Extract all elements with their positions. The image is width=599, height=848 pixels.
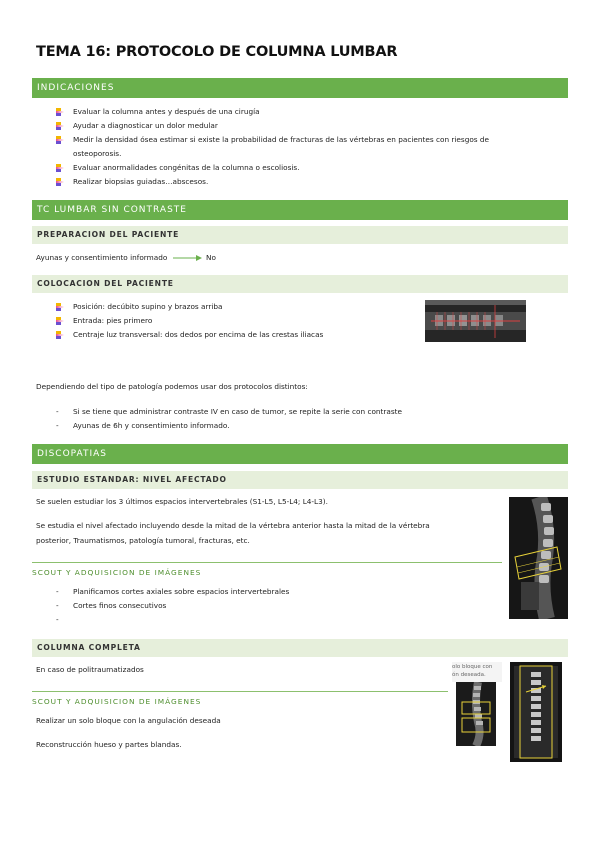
spine-full-right-graphic — [510, 662, 562, 762]
list-item: Ayudar a diagnosticar un dolor medular — [56, 119, 489, 133]
protocolos-list — [56, 405, 402, 433]
list-item: - Ayunas de 6h y consentimiento informado. — [56, 419, 402, 433]
discopatias-p2-line1: Se estudia el nivel afectado incluyendo desde la mitad de la vértebra anterior hasta la mitad de la vértebra — [36, 521, 430, 530]
list-item-continuation: osteoporosis. — [73, 149, 122, 158]
section-header-discopatias: DISCOPATIAS — [32, 444, 568, 464]
subheader-preparacion: PREPARACION DEL PACIENTE — [32, 226, 568, 244]
list-item: Entrada: pies primero — [56, 314, 323, 328]
list-item: - Planificamos cortes axiales sobre espacios intervertebrales — [56, 585, 289, 599]
scout-image-lumbar-graphic — [425, 300, 526, 342]
section-header-indicaciones: INDICACIONES — [32, 78, 568, 98]
section-header-tc: TC LUMBAR SIN CONTRASTE — [32, 200, 568, 220]
list-item: Realizar biopsias guiadas…abscesos. — [56, 175, 489, 189]
spine-full-image-left — [456, 682, 496, 746]
subheader-scout-discopatias: SCOUT Y ADQUISICION DE IMÁGENES — [32, 568, 202, 577]
list-item: Evaluar anormalidades congénitas de la columna o escoliosis. — [56, 161, 489, 175]
spine-sagittal-graphic — [509, 497, 568, 619]
bullet-icon — [56, 317, 64, 325]
divider — [32, 562, 502, 563]
list-item: Medir la densidad ósea estimar si existe la probabilidad de fracturas de las vértebras en pacientes con riesgos de — [56, 133, 489, 147]
list-item: - Cortes finos consecutivos — [56, 599, 289, 613]
list-item: - Si se tiene que administrar contraste IV en caso de tumor, se repite la serie con contraste — [56, 405, 402, 419]
bullet-icon — [56, 303, 64, 311]
discopatias-p2-line2: posterior, Traumatismos, patología tumoral, fracturas, etc. — [36, 536, 250, 545]
columna-p2: Realizar un solo bloque con la angulación deseada — [36, 716, 221, 725]
subheader-columna-completa: COLUMNA COMPLETA — [32, 639, 568, 657]
bullet-icon — [56, 108, 64, 116]
subheader-estudio: ESTUDIO ESTANDAR: NIVEL AFECTADO — [32, 471, 568, 489]
list-item: Centraje luz transversal: dos dedos por encima de las crestas iliacas — [56, 328, 323, 342]
right-arrow-icon — [173, 254, 203, 262]
spine-full-image-right — [510, 662, 562, 762]
subheader-colocacion: COLOCACION DEL PACIENTE — [32, 275, 568, 293]
page-title: TEMA 16: PROTOCOLO DE COLUMNA LUMBAR — [36, 44, 398, 60]
image-caption: olo bloque con ón deseada. — [452, 662, 502, 682]
ayunas-line: Ayunas y consentimiento informado No — [36, 253, 216, 262]
subheader-scout-columna: SCOUT Y ADQUISICION DE IMÁGENES — [32, 697, 202, 706]
bullet-icon — [56, 164, 64, 172]
scout-image-lumbar — [425, 300, 526, 342]
indicaciones-list — [56, 105, 489, 189]
list-item: Posición: decúbito supino y brazos arriba — [56, 300, 323, 314]
bullet-icon — [56, 178, 64, 186]
list-item: Evaluar la columna antes y después de una cirugía — [56, 105, 489, 119]
bullet-icon — [56, 331, 64, 339]
spine-full-left-graphic — [456, 682, 496, 746]
columna-p3: Reconstrucción hueso y partes blandas. — [36, 740, 182, 749]
protocolos-text: Dependiendo del tipo de patología podemos usar dos protocolos distintos: — [36, 382, 308, 391]
colocacion-list — [56, 300, 323, 342]
bullet-icon — [56, 136, 64, 144]
columna-p1: En caso de politraumatizados — [36, 665, 144, 674]
discopatias-p1: Se suelen estudiar los 3 últimos espacios intervertebrales (S1-L5, L5-L4; L4-L3). — [36, 497, 328, 506]
bullet-icon — [56, 122, 64, 130]
spine-sagittal-image — [509, 497, 568, 619]
divider — [32, 691, 448, 692]
scout-list — [56, 585, 289, 613]
